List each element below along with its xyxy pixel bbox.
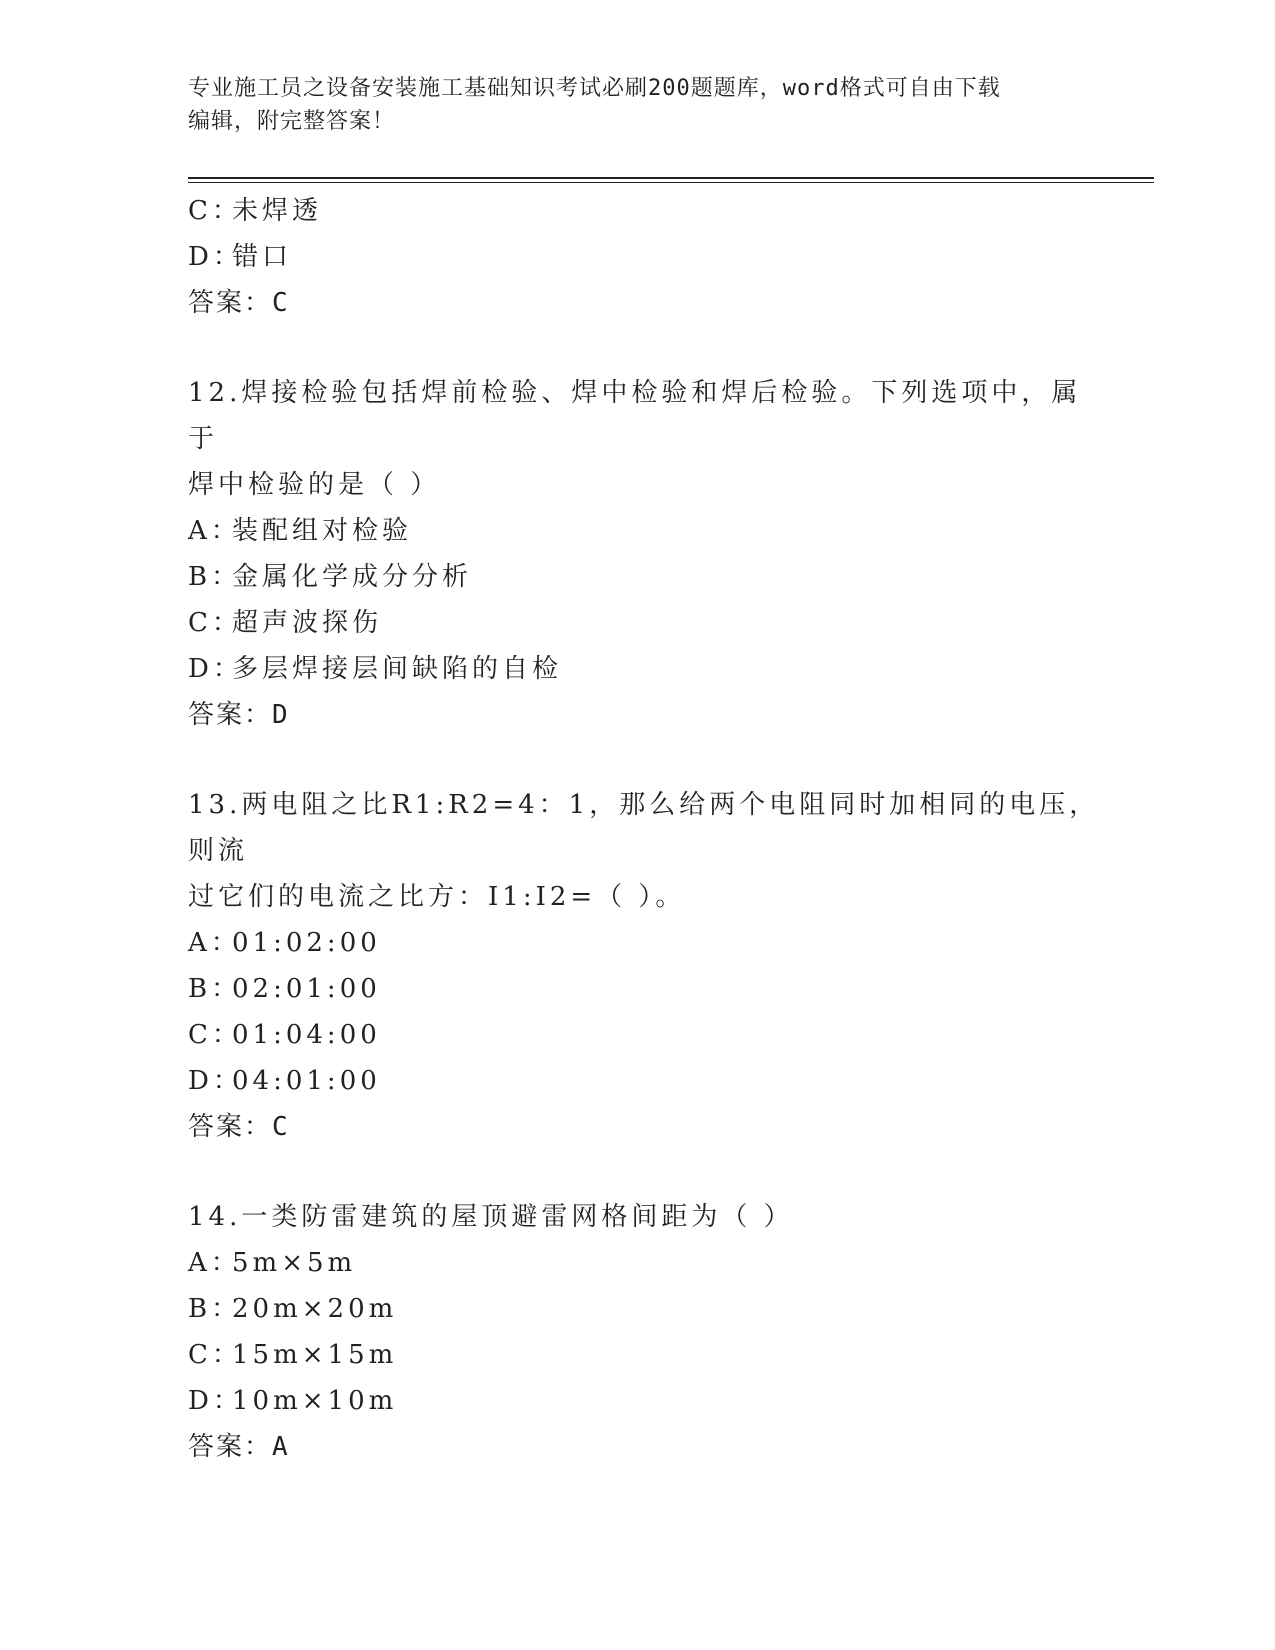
question-11-tail — [188, 188, 1108, 326]
header-divider-thick — [188, 177, 1154, 179]
question-12 — [188, 370, 1108, 738]
option-label: C： — [188, 196, 242, 226]
question-stem-line-1: 12.焊接检验包括焊前检验、焊中检验和焊后检验。下列选项中，属于 — [188, 378, 1082, 454]
header-line-1: 专业施工员之设备安装施工基础知识考试必刷200题题库，word格式可自由下载 — [188, 76, 1001, 101]
option-label: C： — [188, 608, 242, 638]
option-text: 01:02:00 — [232, 928, 381, 958]
option-b — [188, 966, 1108, 1012]
option-c — [188, 1012, 1108, 1058]
document-body — [188, 188, 1108, 1470]
option-label: A： — [188, 1248, 241, 1278]
question-stem-line-1: 14.一类防雷建筑的屋顶避雷网格间距为（ ） — [188, 1202, 794, 1232]
option-label: D： — [188, 1066, 243, 1096]
option-text: 01:04:00 — [232, 1020, 381, 1050]
option-d — [188, 1058, 1108, 1104]
question-stem-line-2: 过它们的电流之比方：I1:I2=（ ）。 — [188, 882, 686, 912]
question-stem-line-1: 13.两电阻之比R1:R2=4：1，那么给两个电阻同时加相同的电压，则流 — [188, 790, 1100, 866]
option-text: 金属化学成分分析 — [232, 562, 473, 592]
option-label: D： — [188, 1386, 243, 1416]
option-b — [188, 1286, 1108, 1332]
option-c — [188, 1332, 1108, 1378]
option-label: A： — [188, 928, 241, 958]
option-d — [188, 234, 1108, 280]
option-label: D： — [188, 654, 243, 684]
option-label: B： — [188, 562, 242, 592]
option-label: D： — [188, 242, 243, 272]
question-stem-line-2: 焊中检验的是（ ） — [188, 470, 441, 500]
question-14 — [188, 1194, 1108, 1470]
option-text: 装配组对检验 — [232, 516, 413, 546]
option-label: C： — [188, 1020, 242, 1050]
header-divider-thin — [188, 182, 1154, 183]
option-text: 错口 — [232, 242, 293, 272]
option-label: B： — [188, 1294, 242, 1324]
option-label: B： — [188, 974, 242, 1004]
answer-line: 答案：D — [188, 700, 290, 730]
option-b — [188, 554, 1108, 600]
option-text: 超声波探伤 — [232, 608, 383, 638]
answer-line: 答案：A — [188, 1432, 290, 1462]
option-text: 15m×15m — [232, 1340, 398, 1370]
option-d — [188, 1378, 1108, 1424]
option-c — [188, 188, 1108, 234]
option-a — [188, 1240, 1108, 1286]
option-a — [188, 920, 1108, 966]
document-header — [188, 72, 1088, 138]
option-text: 多层焊接层间缺陷的自检 — [232, 654, 563, 684]
option-label: A： — [188, 516, 241, 546]
option-a — [188, 508, 1108, 554]
answer-line: 答案：C — [188, 1112, 290, 1142]
option-text: 02:01:00 — [232, 974, 381, 1004]
option-label: C： — [188, 1340, 242, 1370]
answer-line: 答案：C — [188, 288, 290, 318]
option-text: 未焊透 — [232, 196, 323, 226]
option-text: 5m×5m — [232, 1248, 357, 1278]
option-text: 10m×10m — [232, 1386, 398, 1416]
option-d — [188, 646, 1108, 692]
option-text: 20m×20m — [232, 1294, 398, 1324]
option-text: 04:01:00 — [232, 1066, 381, 1096]
option-c — [188, 600, 1108, 646]
header-line-2: 编辑，附完整答案！ — [188, 109, 396, 134]
question-13 — [188, 782, 1108, 1150]
